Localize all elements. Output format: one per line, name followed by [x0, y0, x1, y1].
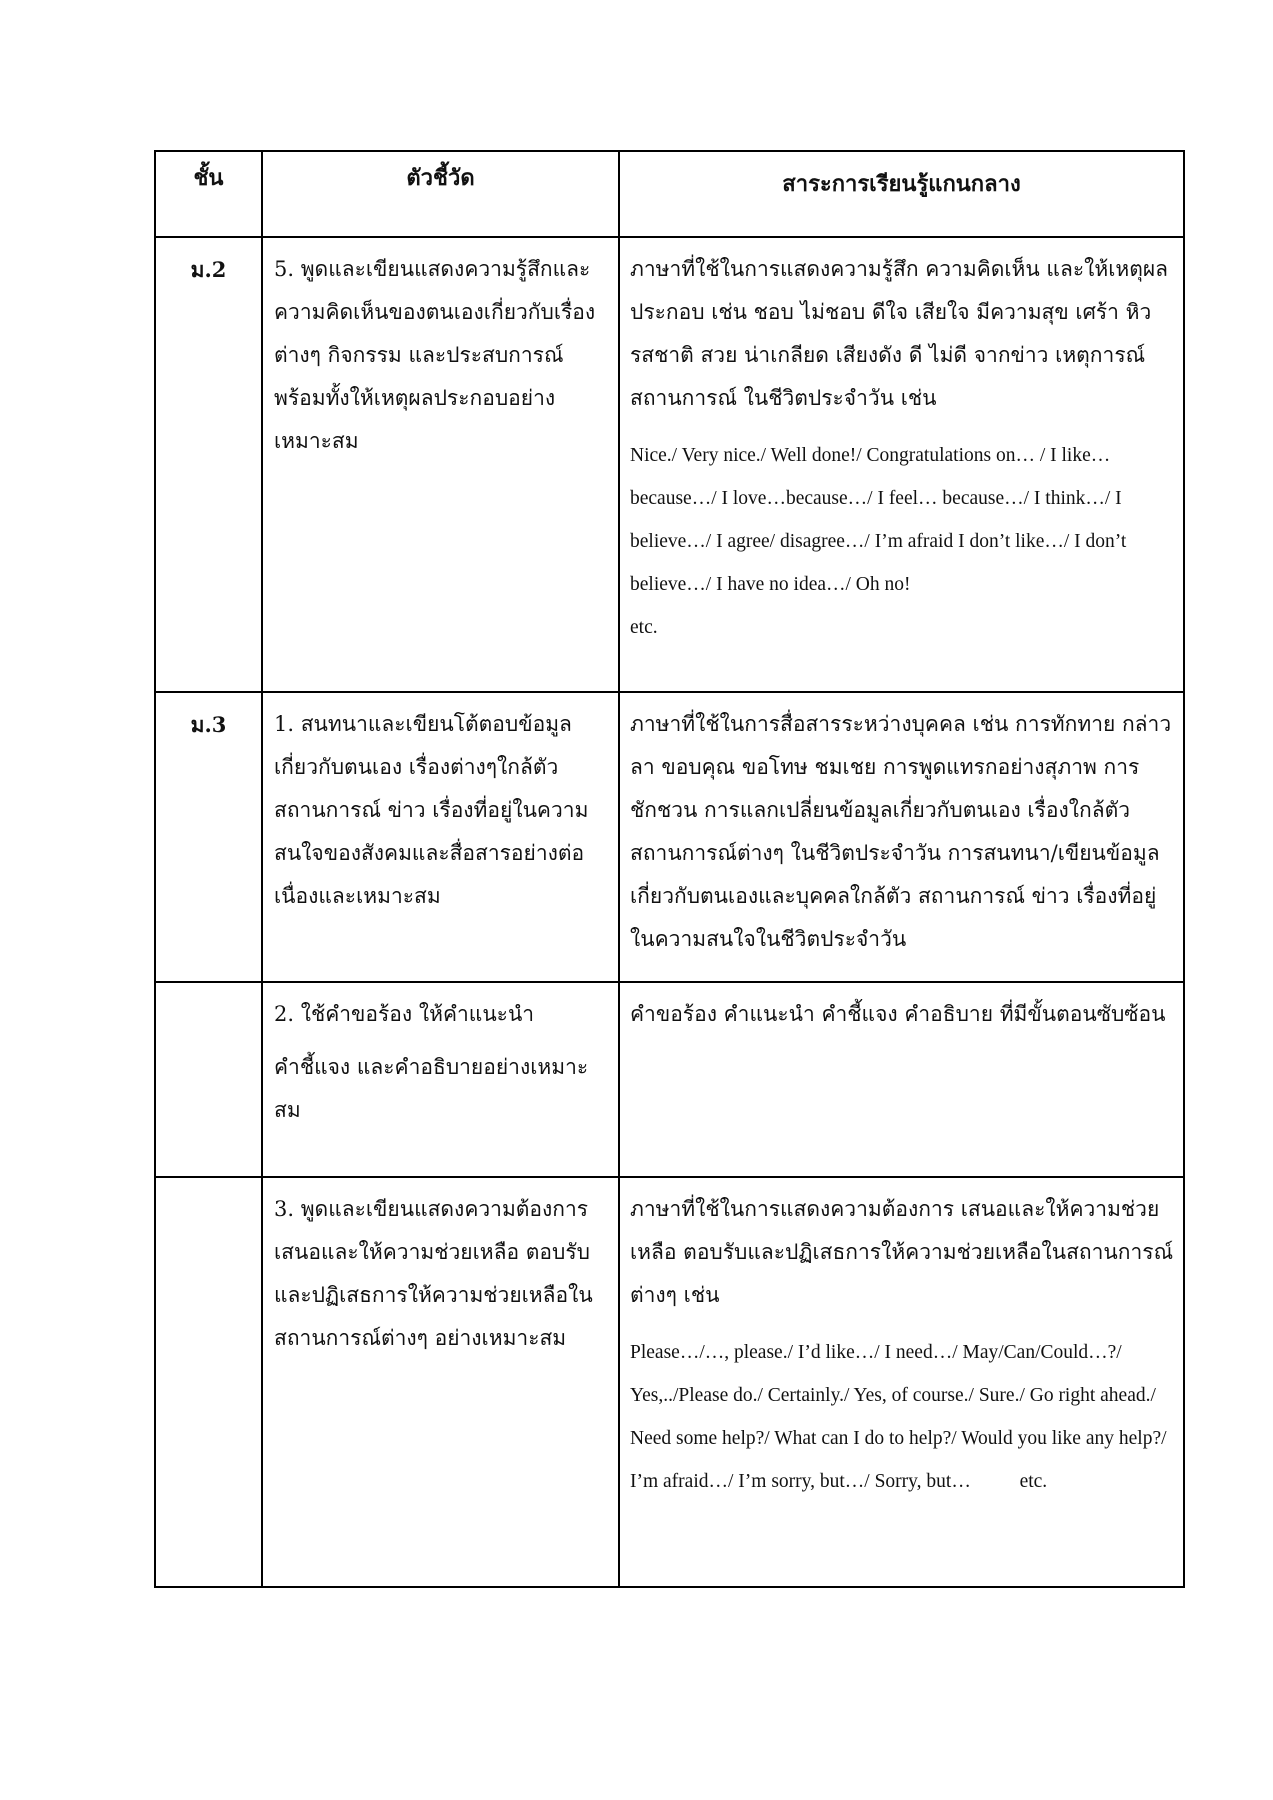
content-english-examples [620, 434, 1183, 659]
indicator-line-2: คำชี้แจง และคำอธิบายอย่างเหมาะสม [274, 1055, 589, 1122]
content-thai-text: ภาษาที่ใช้ในการแสดงความรู้สึก ความคิดเห็น และให้เหตุผลประกอบ เช่น ชอบ ไม่ชอบ ดีใจ เสียใจ มีความสุข เศร้า หิว รสชาติ สวย น่าเกลียด เสียงดัง ดี ไม่ดี จากข่าว เหตุการณ์ สถานการณ์ ในชีวิตประจำวัน เช่น [630, 257, 1169, 410]
etc-text: etc. [1019, 1471, 1048, 1492]
content-cell [619, 237, 1184, 692]
indicator-cell [262, 982, 619, 1177]
curriculum-table [154, 150, 1185, 1588]
indicator-cell: 3. พูดและเขียนแสดงความต้องการ เสนอและให้ความช่วยเหลือ ตอบรับและปฏิเสธการให้ความช่วยเหลือในสถานการณ์ต่างๆ อย่างเหมาะสม [262, 1177, 619, 1587]
content-cell: ภาษาที่ใช้ในการสื่อสารระหว่างบุคคล เช่น การทักทาย กล่าวลา ขอบคุณ ขอโทษ ชมเชย การพูดแทรกอย่างสุภาพ การชักชวน การแลกเปลี่ยนข้อมูลเกี่ยวกับตนเอง เรื่องใกล้ตัว สถานการณ์ต่างๆ ในชีวิตประจำวัน การสนทนา/เขียนข้อมูลเกี่ยวกับตนเองและบุคคลใกล้ตัว สถานการณ์ ข่าว เรื่องที่อยู่ในความสนใจในชีวิตประจำวัน [619, 692, 1184, 982]
content-cell [619, 1177, 1184, 1587]
table-row [155, 692, 1184, 982]
etc-text: etc. [630, 617, 658, 638]
content-thai-text: ภาษาที่ใช้ในการแสดงความต้องการ เสนอและให้ความช่วยเหลือ ตอบรับและปฏิเสธการให้ความช่วยเหลือในสถานการณ์ต่างๆ เช่น [630, 1197, 1174, 1307]
english-examples-body: Please…/…, please./ I’d like…/ I need…/ May/Can/Could…?/ Yes,../Please do./ Certainly./ Yes, of course./ Sure./ Go right ahead./ Need some help?/ What can I do to help?/ Would you like any help?/ I’m afraid…/ I’m sorry, but…/ Sorry, but… [630, 1342, 1167, 1492]
header-grade: ชั้น [155, 151, 262, 237]
english-examples-text: Nice./ Very nice./ Well done!/ Congratulations on… / I like…because…/ I love…because…/ I feel… because…/ I think…/ I believe…/ I agree/ disagree…/ I’m afraid I don’t like…/ I don’t believe…/ I have no idea…/ Oh no! [630, 445, 1127, 595]
table-row [155, 237, 1184, 692]
content-english-examples [620, 1331, 1183, 1513]
indicator-cell: 5. พูดและเขียนแสดงความรู้สึกและความคิดเห็นของตนเองเกี่ยวกับเรื่องต่างๆ กิจกรรม และประสบการณ์ พร้อมทั้งให้เหตุผลประกอบอย่างเหมาะสม [262, 237, 619, 692]
english-examples-text [630, 1331, 1175, 1503]
table-header-row [155, 151, 1184, 237]
table-row [155, 1177, 1184, 1587]
grade-cell [155, 982, 262, 1177]
table-row [155, 982, 1184, 1177]
indicator-line-1: 2. ใช้คำขอร้อง ให้คำแนะนำ [274, 1002, 535, 1026]
grade-cell [155, 1177, 262, 1587]
indicator-cell: 1. สนทนาและเขียนโต้ตอบข้อมูลเกี่ยวกับตนเอง เรื่องต่างๆใกล้ตัว สถานการณ์ ข่าว เรื่องที่อยู่ในความสนใจของสังคมและสื่อสารอย่างต่อเนื่องและเหมาะสม [262, 692, 619, 982]
header-content: สาระการเรียนรู้แกนกลาง [619, 151, 1184, 237]
header-indicator: ตัวชี้วัด [262, 151, 619, 237]
grade-cell: ม.3 [155, 692, 262, 982]
content-cell: คำขอร้อง คำแนะนำ คำชี้แจง คำอธิบาย ที่มีขั้นตอนซับซ้อน [619, 982, 1184, 1177]
grade-cell: ม.2 [155, 237, 262, 692]
